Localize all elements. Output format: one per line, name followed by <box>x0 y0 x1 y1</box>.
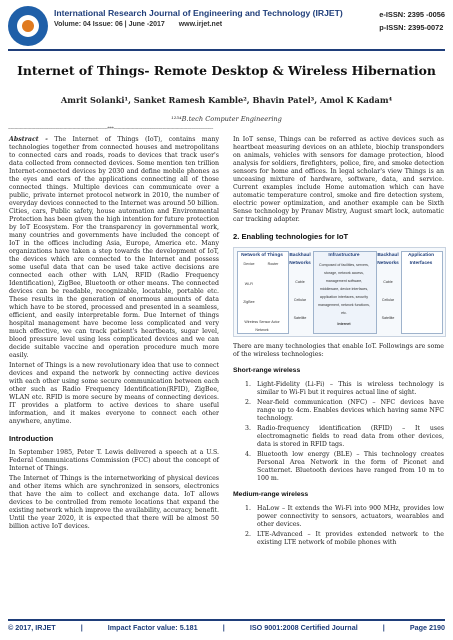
fig-application-interfaces: Application Interfaces <box>407 253 435 266</box>
section-2-heading: 2. Enabling technologies for IoT <box>233 232 349 241</box>
introduction-heading: Introduction <box>9 434 54 443</box>
list-item: 1. Light-Fidelity (Li-Fi) – This is wireless technology is similar to Wi-Fi but it requires actual line of sight. <box>253 381 444 397</box>
things-paragraph: In IoT sense, Things can be referred as active devices such as heartbeat measuring devices on an athlete, biochip transponders on animals, vehicles with sensors for damage protection, blood analysis for soldiers, firefighters, police, fire, and smoke detection sensors for home and offices. In legal scholar's view Things is an unceasing mixture of hardware, software, data, and service. Current examples include Home automation which can have automatic temperature control, smoke and fire detection system, electric power optimization, and another example can be Sixth Sense technology by Pranav Mistry, August smart lock, automatic car tracking adapter. <box>233 136 444 223</box>
list-item: 2. Near-field communication (NFC) – NFC devices have range up to 4cm. Enables devices which having same NFC technology. <box>253 399 444 423</box>
fig-cellular-2: Cellular <box>381 298 395 302</box>
technologies-intro: There are many technologies that enable IoT. Followings are some of the wireless technologies: <box>233 343 444 358</box>
authors: Amrit Solanki¹, Sanket Ramesh Kamble², Bhavin Patel³, Amol K Kadam⁴ <box>60 95 393 105</box>
list-item: 1. HaLow – It extends the Wi-Fi into 900 MHz, provides low power connectivity to sensors, actuators, wearables and other devices. <box>253 505 444 529</box>
fig-backhaul-1: Backhaul Networks <box>289 253 311 266</box>
fig-infrastructure: Infrastructure <box>328 253 360 258</box>
journal-logo <box>8 6 48 46</box>
medium-range-heading: Medium-range wireless <box>233 491 309 498</box>
fig-network-of-things: Network of Things <box>241 253 283 258</box>
affiliation: ¹²³⁴B.tech Computer Engineering <box>171 115 282 123</box>
abstract: Abstract - The Internet of Things (IoT), contains many technologies together from connected houses and metropolitans to connected cars and roads, roads to devices that track user's data collected from connected devices. Some mention ten trillion Internet-connected devices by 2030 and define mobile phones as the eyes and ears of the applications connecting all of those connected things. Multiple devices can communicate over a public, private internet protocol network in 2010, the number of everyday devices connected to the Internet was around 50 billion. Cities, cars, Public safety, house automation and Environmental Protection has been given the high intention for future protection by IoT Ecosystem. For the transparency in governmental work, many countries and governments have included the concept of IoT in the offices including Asia, Europe, America etc. Many organizations have taken a step towards the development of IoT, the devices which are connected to the Internet and possess some useful data that can be used take active decisions are connected each other with LAN, RFID (Radio Frequency Identification), ZigBee, Bluetooth or other means. The connected devices can be readable, recognizable, locatable, portable etc. These results in the generation of enormous amounts of data which have to be stored, processed and presented in a seamless, efficient, and easily interpretable form. Due Internet of things hospital management have become less complicated and very much effective, we can track patient's heartbeats, sugar level, blood pressure level using less complicated devices and we can decide suitable vaccine and operation procedure much more easily. <box>9 136 219 359</box>
p-issn: p-ISSN: 2395-0072 <box>379 23 444 32</box>
abstract-paragraph-2: Internet of Things is a new revolutionary idea that use to connect devices and expand the network by connecting active devices with each other using some secure communication between each other such as Radio Frequency Identification(RFID), ZigBee, WLAN etc. RFID is more secure by means of connecting devices. IT provides a platform to active devices to share useful information, and it makes everyone to connect each other anywhere, anytime. <box>9 362 219 425</box>
list-item: 3. Radio-frequency identification (RFID) – It uses electromagnetic fields to read data from other devices, data is stored in RFID tags. <box>253 425 444 449</box>
right-column <box>233 136 444 549</box>
separator: -----------------------------------------------------------------------------***----------------------------------------------------------------------------- <box>8 126 213 132</box>
intro-paragraph-2: The Internet of Things is the internetworking of physical devices and other items which are synchronized in sensors, electronics that have the aim to collect and exchange data. IoT allows devices to be controlled from remote locations that expand the existing network which improve the availability, accuracy, benefit. Until the year 2020, it is expected that there will be almost 50 billion active IoT devices. <box>9 475 219 530</box>
fig-router: Router <box>267 262 279 266</box>
list-item: 4. Bluetooth low energy (BLE) – This technology creates Personal Area Network in the form of Piconet and Scatternet. Bluetooth devices have ranged from 10 m to 100 m. <box>253 451 444 483</box>
e-issn: e-ISSN: 2395 -0056 <box>379 10 445 19</box>
fig-cellular-1: Cellular <box>293 298 307 302</box>
intro-paragraph-1: In September 1985, Peter T. Lewis delivered a speech at a U.S. Federal Communications Commission (FCC) about the concept of Internet of Things. <box>9 449 219 472</box>
fig-wifi: Wi-Fi <box>244 282 254 286</box>
journal-name: International Research Journal of Engineering and Technology (IRJET) <box>54 8 343 18</box>
volume-info: Volume: 04 Issue: 06 | June -2017 <box>54 21 165 28</box>
fig-satellite-1: Satellite <box>293 316 307 320</box>
fig-cable-2: Cable <box>383 280 393 284</box>
footer-copyright: © 2017, IRJET <box>8 623 56 632</box>
footer-impact: Impact Factor value: 5.181 <box>107 623 198 632</box>
fig-zigbee: ZigBee <box>243 300 255 304</box>
fig-internet: Internet <box>337 322 351 326</box>
iot-network-figure <box>233 247 446 337</box>
header-rule <box>8 49 445 51</box>
short-range-heading: Short-range wireless <box>233 367 301 374</box>
page-header <box>8 6 445 48</box>
footer-page: Page 2190 <box>409 623 445 632</box>
medium-range-list <box>233 505 444 547</box>
fig-wsan: Wireless Sensor Actor Network <box>244 320 280 332</box>
fig-infra-desc: Composed of facilities, servers, storage, network access, management software, middleware, device interfaces, application interfaces, security management, network functions, etc. <box>318 263 370 315</box>
list-item: 2. LTE-Advanced – It provides extended network to the existing LTE network of mobile phones with <box>253 531 444 547</box>
fig-device: Device <box>243 262 255 266</box>
footer-rule <box>8 619 445 621</box>
fig-satellite-2: Satellite <box>381 316 395 320</box>
fig-backhaul-2: Backhaul Networks <box>377 253 399 266</box>
paper-title: Internet of Things- Remote Desktop & Wireless Hibernation <box>17 63 436 78</box>
page-footer: © 2017, IRJET | Impact Factor value: 5.181 | ISO 9001:2008 Certified Journal | Page 2190 <box>8 623 445 632</box>
footer-iso: ISO 9001:2008 Certified Journal <box>249 623 358 632</box>
left-column <box>9 136 219 533</box>
fig-cable-1: Cable <box>295 280 305 284</box>
journal-url[interactable]: www.irjet.net <box>178 21 223 28</box>
short-range-list <box>233 381 444 483</box>
